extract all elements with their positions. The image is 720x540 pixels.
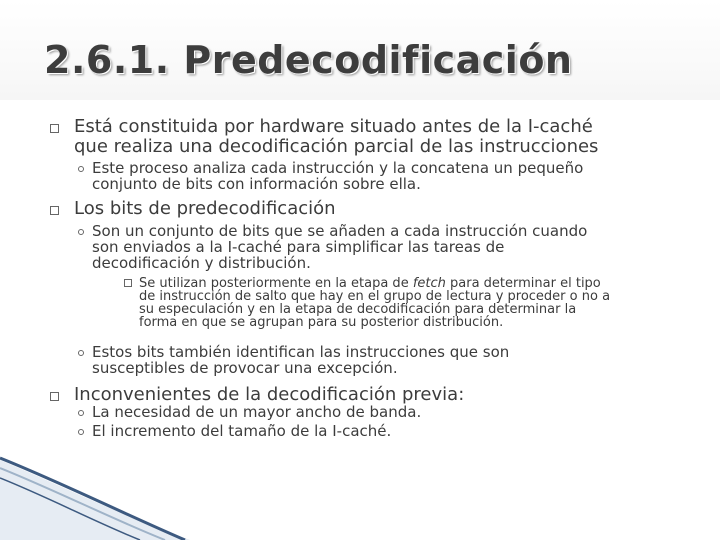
- item-2-text: [74, 199, 714, 219]
- square-bullet-icon: [50, 124, 59, 133]
- item-3-sub-2: [92, 423, 712, 439]
- ring-bullet-icon: [78, 410, 84, 416]
- detail-text-post: para determinar el tipo: [445, 276, 601, 291]
- detail-text-em: fetch: [412, 276, 446, 291]
- item-2-sub-1-line-2: son enviados a la I-caché para simplificar las tareas de: [92, 238, 505, 256]
- item-2-sub-1-detail: [139, 277, 715, 329]
- item-1-sub-1-line-1: Este proceso analiza cada instrucción y la concatena un pequeño: [92, 159, 584, 177]
- item-2-sub-1: [92, 223, 712, 271]
- ring-bullet-icon: [78, 350, 84, 356]
- item-3-text: [74, 385, 714, 405]
- ring-bullet-icon: [78, 429, 84, 435]
- item-2-sub-1-detail-line-4: forma en que se agrupan para su posterior distribución.: [139, 315, 504, 330]
- item-2-sub-1-line-1: Son un conjunto de bits que se añaden a cada instrucción cuando: [92, 222, 588, 240]
- square-bullet-icon: [124, 279, 132, 287]
- item-1-text: [74, 117, 714, 157]
- item-3-line-1: Inconvenientes de la decodificación previa:: [74, 384, 465, 405]
- detail-text-pre: Se utilizan posteriormente en la etapa de: [139, 276, 413, 291]
- decorative-wave: [0, 440, 720, 540]
- square-bullet-icon: [50, 392, 59, 401]
- item-2-sub-1-detail-line-2: de instrucción de salto que hay en el grupo de lectura y proceder o no a: [139, 289, 611, 304]
- ring-bullet-icon: [78, 229, 84, 235]
- item-1-sub-1-line-2: conjunto de bits con información sobre ella.: [92, 175, 421, 193]
- item-2-sub-2-line-2: susceptibles de provocar una excepción.: [92, 359, 398, 377]
- item-1-line-2: que realiza una decodificación parcial de las instrucciones: [74, 136, 599, 157]
- ring-bullet-icon: [78, 166, 84, 172]
- item-1-line-1: Está constituida por hardware situado antes de la I-caché: [74, 116, 593, 137]
- item-2-sub-2: [92, 344, 712, 376]
- item-3-sub-1-line-1: La necesidad de un mayor ancho de banda.: [92, 403, 422, 421]
- item-3-sub-1: [92, 404, 712, 420]
- item-2-line-1: Los bits de predecodificación: [74, 198, 336, 219]
- item-2-sub-1-detail-line-3: su especulación y en la etapa de decodificación para determinar la: [139, 302, 577, 317]
- item-2-sub-1-line-3: decodificación y distribución.: [92, 254, 311, 272]
- square-bullet-icon: [50, 206, 59, 215]
- item-3-sub-2-line-1: El incremento del tamaño de la I-caché.: [92, 422, 392, 440]
- item-2-sub-2-line-1: Estos bits también identifican las instrucciones que son: [92, 343, 510, 361]
- slide-title: 2.6.1. Predecodificación: [44, 38, 573, 82]
- item-1-sub-1: [92, 160, 712, 192]
